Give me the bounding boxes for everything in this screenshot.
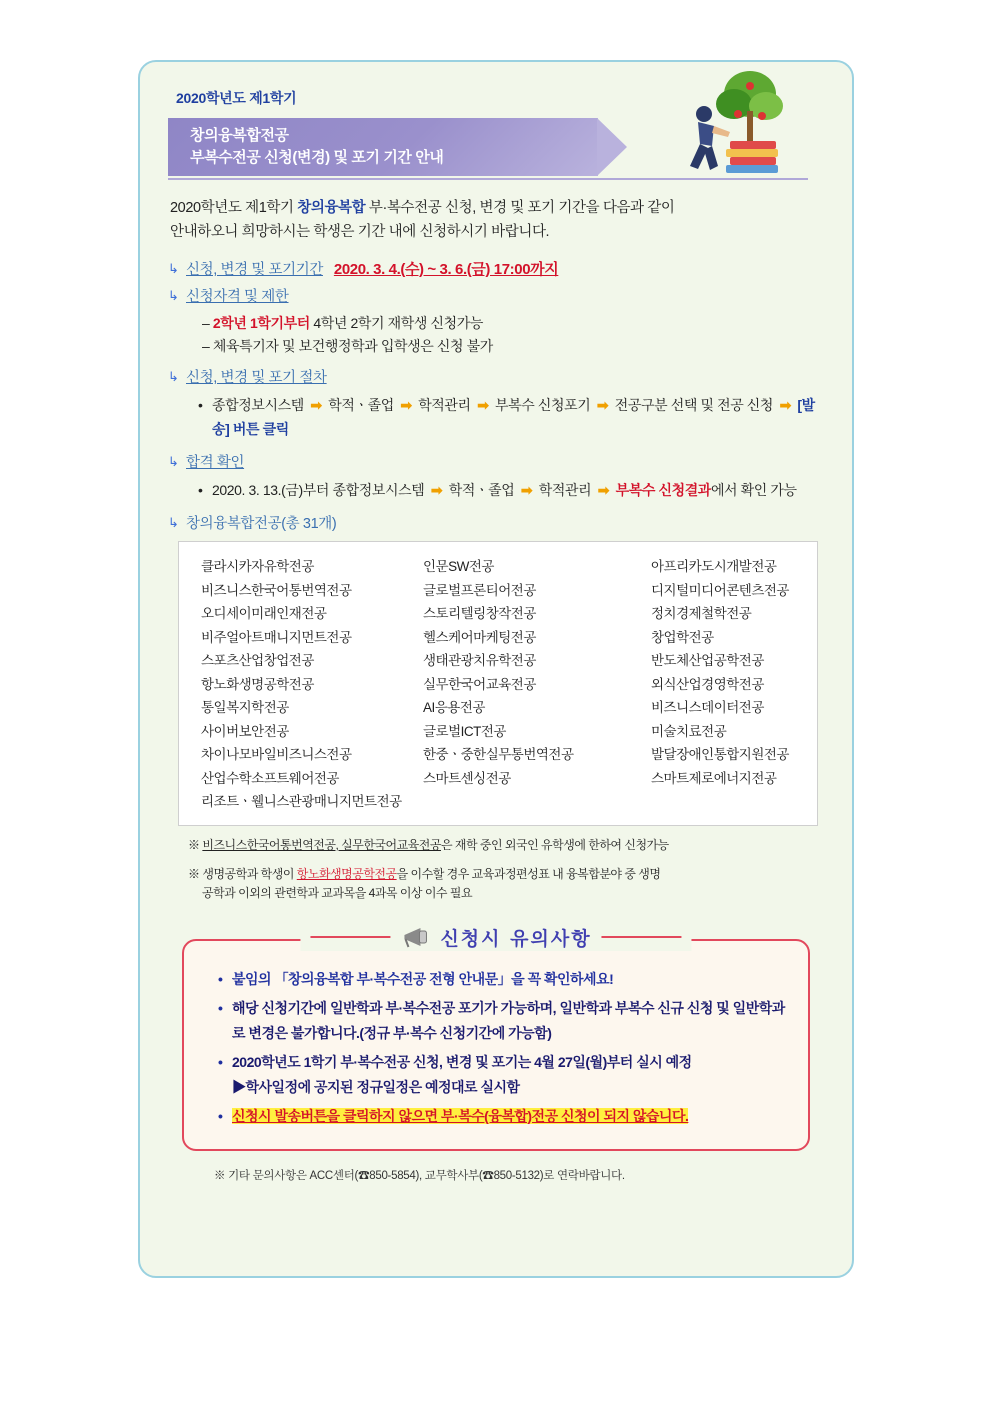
step-arrow-icon: ➡ xyxy=(430,482,443,498)
major-item: 창업학전공 xyxy=(651,629,714,645)
step-arrow-icon: ➡ xyxy=(597,482,610,498)
major-item: 항노화생명공학전공 xyxy=(201,676,314,692)
section-majors-title: 창의융복합전공(총 31개) xyxy=(186,516,337,532)
major-item: 발달장애인통합지원전공 xyxy=(651,747,789,762)
section-procedure-title: 신청, 변경 및 포기 절차 xyxy=(186,370,327,386)
arrow-down-right-icon: ↳ xyxy=(168,369,179,384)
major-item: 차이나모바일비즈니스전공 xyxy=(201,747,352,762)
major-item: 반도체산업공학전공 xyxy=(651,653,764,668)
major-item: 리조트ㆍ웰니스관광매니지먼트전공 xyxy=(201,794,402,809)
lead-paragraph xyxy=(170,196,824,244)
arrow-down-right-icon: ↳ xyxy=(168,288,179,303)
note-2-part-c: 공학과 이외의 관련학과 교과목을 4과목 이상 이수 필요 xyxy=(202,885,473,900)
major-item: 클라시카자유학전공 xyxy=(201,559,314,574)
note-2-part-b: 을 이수할 경우 교육과정편성표 내 융복합분야 중 생명 xyxy=(396,866,661,881)
section-procedure xyxy=(168,366,824,387)
procedure-step-3: 부복수 신청포기 xyxy=(495,397,591,413)
section-period xyxy=(168,258,824,279)
banner-line-1: 창의융복합전공 xyxy=(190,127,289,144)
page-kicker: 2020학년도 제1학기 xyxy=(176,90,297,106)
result-step-2: 학적관리 xyxy=(538,482,592,498)
major-item: 글로벌프론티어전공 xyxy=(423,582,536,598)
result-step-0: 종합정보시스템 xyxy=(332,482,425,498)
section-qualification-title: 신청자격 및 제한 xyxy=(186,289,289,305)
section-period-value: 2020. 3. 4.(수) ~ 3. 6.(금) 17:00까지 xyxy=(333,261,559,278)
major-item: 비즈니스한국어통번역전공 xyxy=(201,582,352,598)
banner-line-2: 부복수전공 신청(변경) 및 포기 기간 안내 xyxy=(190,149,444,166)
note-2-mark: ※ xyxy=(188,866,200,881)
major-item: 외식산업경영학전공 xyxy=(651,676,764,692)
header-banner xyxy=(168,118,824,180)
procedure-step-0: 종합정보시스템 xyxy=(212,397,304,413)
footer-contact-note: ※ 기타 문의사항은 ACC센터(☎850-5854), 교무학사부(☎850-5132)로 연락바랍니다. xyxy=(214,1169,625,1182)
major-item: 한중ㆍ중한실무통번역전공 xyxy=(423,747,574,762)
step-arrow-icon: ➡ xyxy=(520,482,533,498)
major-item: 디지털미디어콘텐츠전공 xyxy=(651,582,789,598)
caution-list xyxy=(202,967,790,1129)
major-item: 정치경제철학전공 xyxy=(651,606,752,621)
procedure-final-button-label: [발송] 버튼 클릭 xyxy=(212,397,815,437)
section-qualification xyxy=(168,285,824,306)
caution-title-line-left xyxy=(310,936,390,938)
major-item: 미술치료전공 xyxy=(651,723,727,739)
lead-part-3: 안내하오니 희망하시는 학생은 기간 내에 신청하시기 바랍니다. xyxy=(170,224,550,240)
major-item: 오디세이미래인재전공 xyxy=(201,606,327,621)
arrow-down-right-icon: ↳ xyxy=(168,261,179,276)
result-suffix: 에서 확인 가능 xyxy=(710,482,797,498)
caution-title-text: 신청시 유의사항 xyxy=(440,927,592,950)
major-item: 아프리카도시개발전공 xyxy=(651,559,777,574)
result-step-1: 학적ㆍ졸업 xyxy=(448,482,515,498)
caution-item-2: • 해당 신청기간에 일반학과 부·복수전공 포기가 가능하며, 일반학과 부복수 신규 신청 및 일반학과로 변경은 불가합니다.(정규 부·복수 신청기간에 가능함) xyxy=(218,996,790,1046)
major-item: 비주얼아트매니지먼트전공 xyxy=(201,629,352,645)
arrow-down-right-icon: ↳ xyxy=(168,515,179,530)
major-item: 헬스케어마케팅전공 xyxy=(423,629,536,645)
caution-item-4 xyxy=(218,1104,790,1129)
caution-item-3-sub: ▶학사일정에 공지된 정규일정은 예정대로 실시함 xyxy=(232,1078,520,1095)
procedure-step-1: 학적ㆍ졸업 xyxy=(328,397,394,413)
step-arrow-icon: ➡ xyxy=(596,397,609,413)
major-item: AI응용전공 xyxy=(423,700,485,715)
result-steps xyxy=(198,478,824,502)
megaphone-icon xyxy=(400,925,430,949)
caution-item-1: • 붙임의 「창의융복합 부·복수전공 전형 안내문」을 꼭 확인하세요! xyxy=(218,967,790,992)
procedure-step-2: 학적관리 xyxy=(418,397,471,413)
section-result xyxy=(168,451,824,472)
major-item: 사이버보안전공 xyxy=(201,723,289,739)
major-item: 인문SW전공 xyxy=(423,559,494,574)
qualification-item-2: – 체육특기자 및 보건행정학과 입학생은 신청 불가 xyxy=(202,335,824,358)
major-item: 스토리텔링창작전공 xyxy=(423,606,536,621)
qualification-items xyxy=(202,312,824,358)
note-1-underlined: 비즈니스한국어통번역전공, 실무한국어교육전공 xyxy=(202,837,441,852)
step-arrow-icon: ➡ xyxy=(477,397,489,413)
arrow-down-right-icon: ↳ xyxy=(168,454,179,469)
notice-page xyxy=(138,60,854,1278)
banner-text-block xyxy=(168,118,598,176)
major-item: 스포츠산업창업전공 xyxy=(201,653,314,668)
procedure-step-4: 전공구분 선택 및 전공 신청 xyxy=(614,397,774,413)
qualification-item-1 xyxy=(202,312,824,335)
lead-part-1: 2020학년도 제1학기 xyxy=(170,200,298,216)
caution-item-4-text: 신청시 발송버튼을 클릭하지 않으면 부·복수(융복합)전공 신청이 되지 않습니다. xyxy=(232,1107,689,1124)
lead-highlight: 창의융복합 xyxy=(297,200,366,216)
major-item: 생태관광치유학전공 xyxy=(423,653,536,668)
caution-item-3 xyxy=(218,1050,790,1100)
note-2-red: 항노화생명공학전공 xyxy=(296,866,397,881)
section-period-title: 신청, 변경 및 포기기간 xyxy=(186,262,323,278)
step-arrow-icon: ➡ xyxy=(310,397,322,413)
major-item: 통일복지학전공 xyxy=(201,700,289,715)
qualification-item-1-rest: 4학년 2학기 재학생 신청가능 xyxy=(309,315,484,331)
section-result-title: 합격 확인 xyxy=(186,455,245,471)
major-item: 스마트제로에너지전공 xyxy=(651,770,777,786)
major-item: 스마트센싱전공 xyxy=(423,770,511,786)
result-red-text: 부복수 신청결과 xyxy=(615,482,711,498)
majors-grid xyxy=(201,556,807,813)
caution-item-3-main: 2020학년도 1학기 부·복수전공 신청, 변경 및 포기는 4월 27일(월)부터 실시 예정 xyxy=(232,1053,692,1070)
majors-list-box xyxy=(178,541,818,826)
result-prefix: 2020. 3. 13.(금)부터 xyxy=(212,482,333,498)
step-arrow-icon: ➡ xyxy=(400,397,412,413)
note-1 xyxy=(188,836,808,855)
note-2 xyxy=(188,865,808,903)
qualification-item-1-red: 2학년 1학기부터 xyxy=(212,315,310,331)
lead-part-2: 부·복수전공 신청, 변경 및 포기 기간을 다음과 같이 xyxy=(365,200,675,216)
note-1-rest: 은 재학 중인 외국인 유학생에 한하여 신청가능 xyxy=(440,837,669,852)
step-arrow-icon: ➡ xyxy=(779,397,791,413)
major-item: 산업수학소프트웨어전공 xyxy=(201,770,339,786)
note-1-mark: ※ xyxy=(188,837,200,852)
caution-title xyxy=(300,924,691,951)
major-item: 비즈니스데이터전공 xyxy=(651,700,764,715)
procedure-steps xyxy=(198,393,824,441)
section-majors xyxy=(168,512,824,533)
caution-title-line-right xyxy=(602,936,682,938)
major-item: 글로벌ICT전공 xyxy=(423,723,506,739)
note-2-part-a: 생명공학과 학생이 xyxy=(202,866,297,881)
tree-books-person-illustration xyxy=(668,66,818,184)
caution-box xyxy=(182,927,810,1151)
major-item: 실무한국어교육전공 xyxy=(423,676,536,692)
